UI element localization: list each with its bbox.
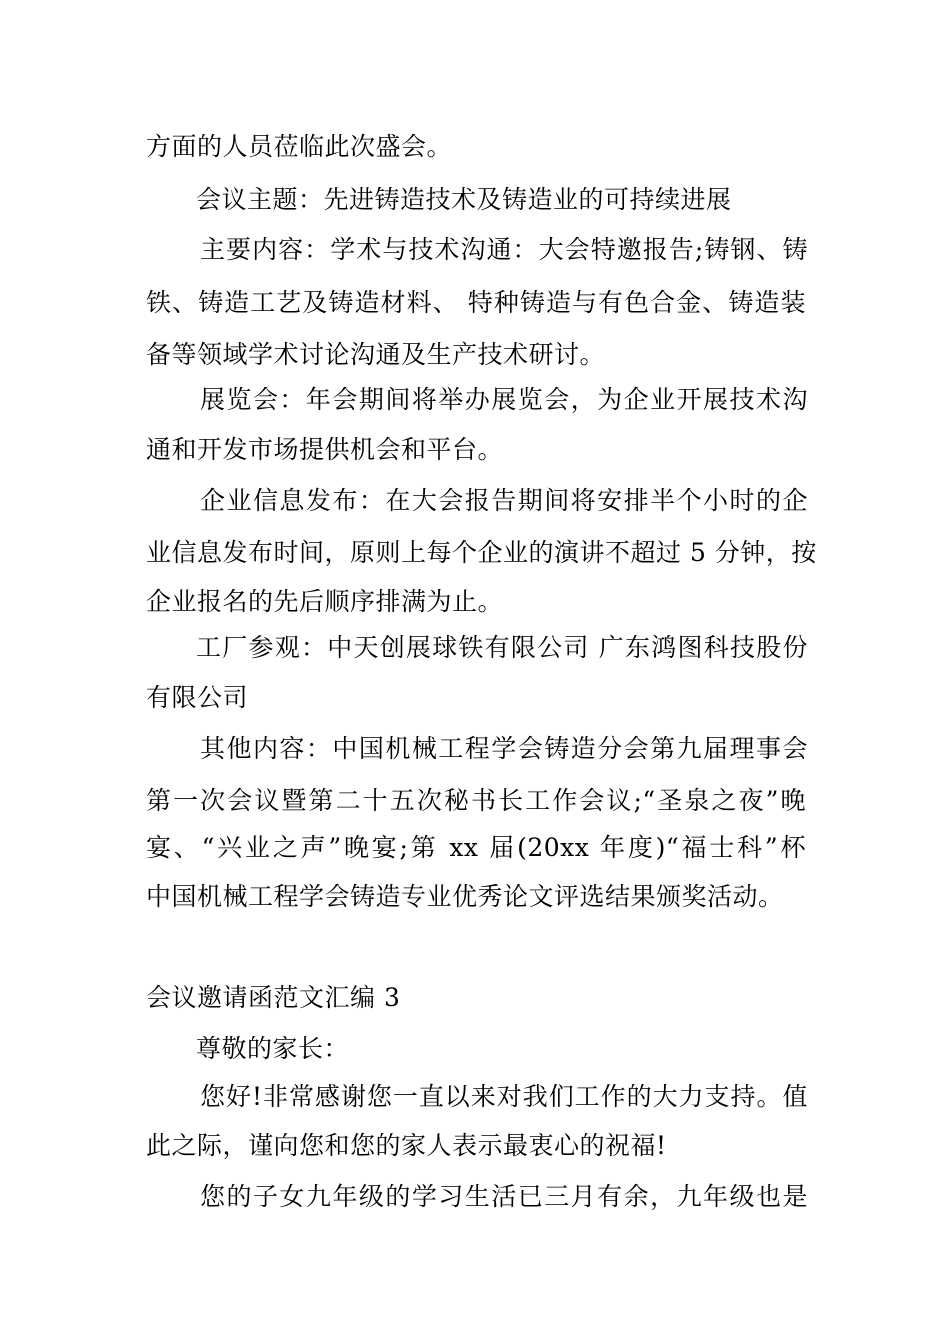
paragraph-line: 备等领域学术讨论沟通及生产技术研讨。 (146, 340, 606, 369)
paragraph-line: 业信息发布时间，原则上每个企业的演讲不超过 5 分钟，按 (146, 538, 817, 567)
paragraph-line: 中国机械工程学会铸造专业优秀论文评选结果颁奖活动。 (146, 882, 784, 911)
meeting-theme-line: 会议主题：先进铸造技术及铸造业的可持续进展 (196, 185, 732, 214)
paragraph-line: 您好!非常感谢您一直以来对我们工作的大力支持。值 (200, 1082, 808, 1111)
paragraph-line: 企业信息发布：在大会报告期间将安排半个小时的企 (200, 486, 808, 515)
paragraph-line: 您的子女九年级的学习生活已三月有余，九年级也是 (200, 1182, 808, 1211)
section-heading: 会议邀请函范文汇编 3 (146, 983, 401, 1012)
paragraph-line: 第一次会议暨第二十五次秘书长工作会议;“圣泉之夜”晚 (146, 786, 806, 815)
paragraph-line: 主要内容：学术与技术沟通：大会特邀报告;铸钢、铸 (200, 235, 808, 264)
paragraph-line: 方面的人员莅临此次盛会。 (146, 132, 453, 161)
paragraph-line: 工厂参观：中天创展球铁有限公司 广东鸿图科技股份 (196, 633, 808, 662)
paragraph-line: 有限公司 (146, 683, 249, 712)
salutation: 尊敬的家长： (196, 1034, 350, 1063)
paragraph-line: 此之际，谨向您和您的家人表示最衷心的祝福! (146, 1131, 667, 1160)
paragraph-line: 展览会：年会期间将举办展览会，为企业开展技术沟 (200, 385, 808, 414)
paragraph-line: 宴、“兴业之声”晚宴;第 xx 届(20xx 年度)“福士科”杯 (146, 833, 806, 862)
paragraph-line: 企业报名的先后顺序排满为止。 (146, 587, 504, 616)
paragraph-line: 通和开发市场提供机会和平台。 (146, 435, 504, 464)
paragraph-line: 其他内容：中国机械工程学会铸造分会第九届理事会 (200, 734, 808, 763)
paragraph-line: 铁、铸造工艺及铸造材料、 特种铸造与有色合金、铸造装 (146, 288, 806, 317)
